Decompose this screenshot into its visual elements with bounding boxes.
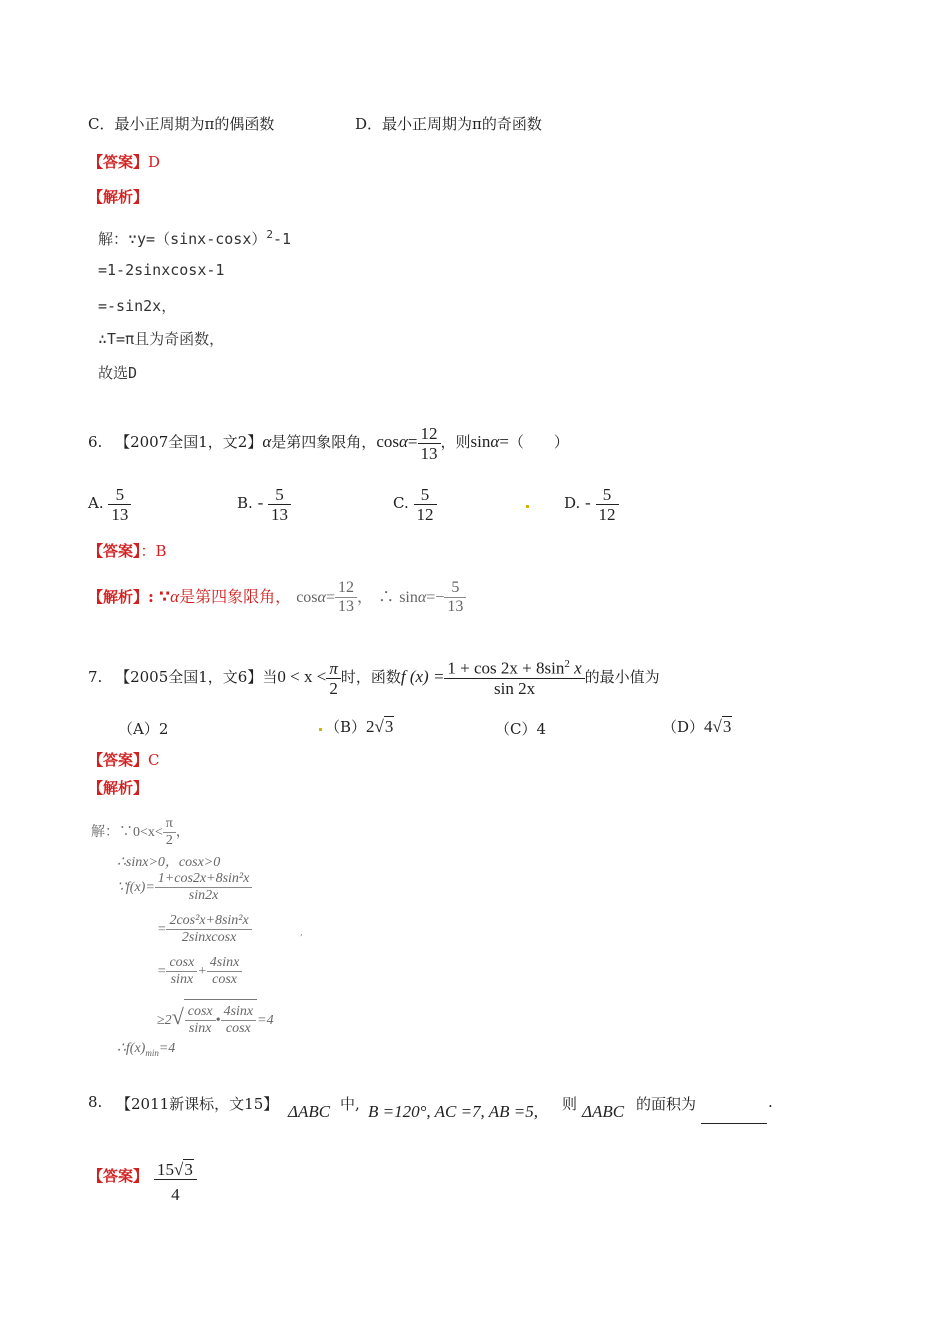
stem-text: 的面积为 (636, 1095, 697, 1113)
scan-line-6 (157, 996, 274, 1042)
option-a-q7: （A）2 (118, 720, 169, 738)
option-fraction (414, 485, 437, 524)
fraction-pi-2 (326, 659, 341, 698)
numerator-value: 15 (157, 1160, 174, 1179)
answer-fraction (154, 1160, 197, 1204)
numerator: cosx (166, 955, 197, 972)
sin-symbol: sin (470, 432, 491, 451)
plus-sign: + (197, 964, 207, 979)
analysis-text: 是第四象限角， (179, 587, 292, 606)
stem-text: 当 (262, 668, 278, 686)
scan-fraction (166, 913, 251, 946)
denominator: 13 (337, 598, 354, 615)
condition: 0 < x < (277, 667, 327, 686)
denominator: sinx (170, 972, 194, 988)
fraction-pi-2 (163, 816, 176, 849)
stem-text: 则 (562, 1095, 578, 1113)
numerator: 2cos²x+8sin²x (166, 913, 251, 930)
numerator: 5 (108, 485, 131, 505)
scan-fraction (166, 955, 197, 988)
answer-label: 【答案】 (88, 542, 141, 560)
radical-sign: √ (171, 1004, 184, 1029)
option-c: C．最小正周期为π的偶函数 (88, 115, 275, 133)
numerator: 4sinx (207, 955, 243, 972)
analysis-row-q6 (88, 574, 466, 621)
fraction-5-13 (444, 579, 466, 616)
stem-text: 是第四象限角， (271, 433, 377, 451)
sin-symbol: sin (399, 589, 418, 606)
denominator: 4 (171, 1185, 180, 1204)
option-label: D. (564, 494, 581, 512)
denominator: 12 (416, 504, 434, 524)
alpha-symbol: α (170, 587, 180, 606)
analysis-label: 【解析】 (88, 779, 149, 797)
function-name: f (x) = (400, 667, 445, 686)
dot-operator: • (215, 1013, 221, 1028)
scan-line-3 (117, 868, 252, 908)
option-label: C. (393, 494, 409, 512)
numerator (444, 658, 584, 679)
numerator: 5 (444, 579, 466, 598)
option-fraction (596, 485, 619, 524)
numerator: 15√3 (154, 1160, 197, 1180)
radicand: 3 (722, 717, 732, 736)
denominator: sinx (188, 1021, 212, 1037)
radicand: 3 (184, 1160, 193, 1179)
equals-minus: =− (426, 589, 445, 606)
alpha-symbol: α (398, 432, 408, 451)
question-6-stem (88, 419, 569, 465)
equals-sign: = (499, 432, 509, 451)
scan-text: ∴f(x) (117, 1041, 146, 1056)
scan-text: ≥2 (157, 1013, 172, 1028)
numerator: 12 (418, 424, 441, 444)
numerator: 5 (596, 485, 619, 505)
triangle-abc: ΔABC (582, 1102, 625, 1121)
therefore-symbol: ∴ (378, 587, 395, 606)
option-c-q7: （C）4 (495, 720, 547, 738)
numerator: 5 (414, 485, 437, 505)
denominator: 2sinxcosx (181, 930, 237, 946)
scan-line-7 (117, 1040, 175, 1058)
subscript: min (145, 1047, 159, 1058)
answer-label: 【答案】 (88, 751, 149, 769)
denominator: 13 (271, 504, 289, 524)
scan-fraction (207, 955, 243, 988)
answer-row (88, 1165, 148, 1186)
minus-sign: - (257, 493, 264, 512)
function-fraction (444, 658, 584, 698)
alpha-symbol: α (317, 589, 326, 606)
option-label: B. (237, 494, 253, 512)
numerator-text: 1 + cos 2x + 8sin (447, 658, 565, 678)
answer-row (88, 749, 160, 770)
superscript: 2 (564, 658, 570, 671)
denominator: 13 (447, 598, 464, 615)
solution-line-4: ∴T=π且为奇函数， (98, 330, 225, 348)
solution-line-3: =-sin2x， (98, 297, 177, 315)
option-label: A. (88, 494, 104, 512)
denominator: 2 (329, 678, 338, 698)
radicand (184, 999, 257, 1042)
option-b-q7 (325, 716, 394, 737)
condition: B =120°, AC =7, AB =5, (368, 1102, 538, 1121)
stem-text: 的最小值为 (584, 668, 660, 686)
fraction-12-13 (335, 579, 357, 616)
option-label: （D） (662, 718, 705, 736)
because-symbol: ∵ (159, 587, 171, 606)
period: . (768, 1093, 773, 1111)
denominator: cosx (212, 972, 238, 988)
scan-fraction (185, 1004, 216, 1037)
answer-row (88, 151, 160, 172)
question-number: 8. (88, 1093, 103, 1111)
question-source: 【2007全国1，文2】 (115, 433, 263, 451)
scan-text: = (157, 964, 167, 979)
option-d: D．最小正周期为π的奇函数 (355, 115, 542, 133)
numerator: π (326, 659, 341, 679)
question-number: 7. (88, 668, 103, 686)
stray-mark (319, 728, 322, 731)
alpha-symbol: α (417, 589, 427, 606)
scan-line-2: ∴sinx>0，cosx>0 (117, 855, 221, 870)
radicand: 3 (384, 717, 394, 736)
minus-sign: - (585, 493, 591, 512)
stem-text: 时，函数 (340, 668, 401, 686)
numerator: 12 (335, 579, 357, 598)
solution-line-1 (98, 228, 291, 249)
scan-text: = (157, 922, 167, 937)
question-source: 【2011新课标，文15】 (116, 1095, 279, 1113)
solution-line-5: 故选D (98, 364, 138, 382)
denominator: 13 (111, 504, 129, 524)
numerator: 1+cos2x+8sin²x (155, 871, 253, 888)
denominator: cosx (225, 1021, 251, 1037)
scan-fraction (221, 1004, 257, 1037)
superscript: 2 (266, 228, 273, 241)
scan-artifact: , (300, 928, 303, 938)
numerator-text: x (569, 658, 582, 678)
scan-text: ∵f(x)= (117, 880, 155, 895)
option-d-q6 (564, 480, 619, 526)
option-b (237, 480, 291, 526)
numerator: 4sinx (221, 1004, 257, 1021)
comma: ， (356, 587, 373, 606)
answer-label: 【答案】 (88, 153, 149, 171)
solution-line-2: =1-2sinxcosx-1 (98, 261, 225, 279)
option-fraction (268, 485, 291, 524)
answer-value: C (148, 751, 160, 769)
radical-sign: √ (712, 717, 722, 736)
question-number: 6. (88, 433, 103, 451)
option-c-q6 (393, 480, 437, 526)
scan-fraction (155, 871, 253, 904)
solution-text: 解：∵y=（sinx-cosx） (98, 230, 267, 248)
answer-blank (701, 1109, 767, 1128)
scan-text: ， (175, 825, 190, 840)
fraction (154, 1160, 197, 1204)
option-d-q7 (662, 716, 732, 737)
cos-symbol: cos (376, 432, 399, 451)
stem-text: 中, (340, 1095, 360, 1113)
scan-text: 解：∵0<x< (91, 825, 163, 840)
option-a (88, 480, 131, 526)
analysis-label: 【解析】 (88, 188, 149, 206)
triangle-abc: ΔABC (288, 1102, 331, 1121)
answer-row (88, 540, 167, 561)
colon: : (148, 587, 154, 606)
scan-line-4 (157, 910, 252, 950)
answer-paren: （ ） (508, 433, 569, 451)
cos-symbol: cos (296, 589, 318, 606)
numerator: 5 (268, 485, 291, 505)
equals-sign: = (325, 589, 335, 606)
stem-text: ，则 (440, 433, 471, 451)
option-value: 2 (366, 717, 375, 736)
stray-mark (526, 505, 529, 508)
question-7-stem (88, 654, 660, 700)
scan-line-5 (157, 952, 242, 992)
analysis-label: 【解析】 (88, 588, 149, 606)
denominator: 2 (165, 833, 173, 849)
fraction-12-13 (418, 424, 441, 463)
alpha-symbol: α (490, 432, 500, 451)
question-source: 【2005全国1，文6】 (115, 668, 263, 686)
scan-text: =4 (158, 1041, 176, 1056)
option-value: 4 (704, 717, 713, 736)
numerator: cosx (185, 1004, 216, 1021)
radical-sign: √ (374, 717, 384, 736)
answer-label: 【答案】 (88, 1167, 149, 1185)
equals-sign: = (407, 432, 418, 451)
numerator: π (163, 816, 176, 833)
option-fraction (108, 485, 131, 524)
answer-value: ：B (140, 542, 167, 560)
denominator: 12 (598, 504, 616, 524)
alpha-symbol: α (262, 432, 272, 451)
scan-line-1 (91, 815, 190, 851)
answer-value: D (148, 153, 161, 171)
scan-text: =4 (257, 1013, 274, 1028)
denominator: sin 2x (493, 678, 536, 698)
solution-text: -1 (273, 230, 292, 248)
denominator: 13 (420, 443, 438, 463)
option-label: （B） (325, 718, 367, 736)
denominator: sin2x (188, 888, 219, 904)
